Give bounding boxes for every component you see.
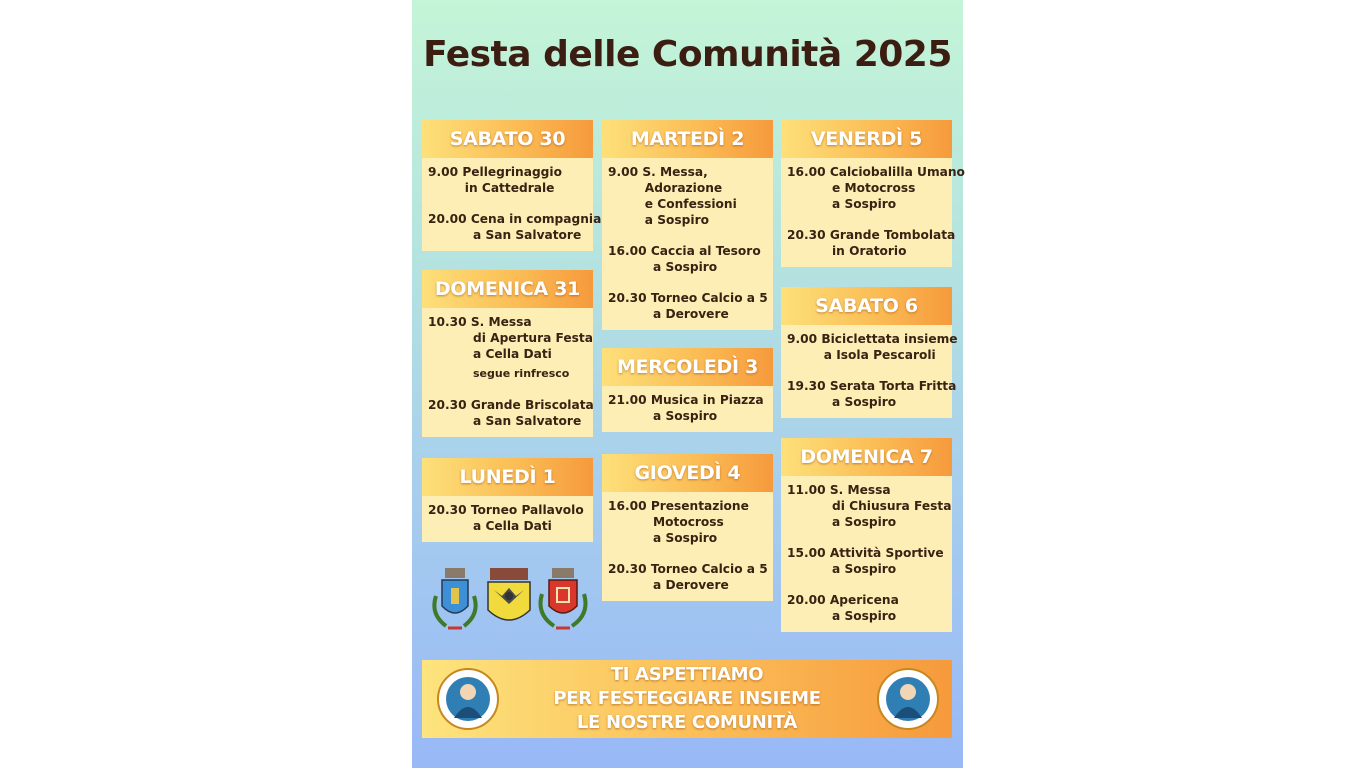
event-first-line xyxy=(428,397,594,413)
coat-of-arms-left-icon xyxy=(428,566,482,632)
event-item xyxy=(428,397,594,429)
closing-banner xyxy=(422,660,952,738)
day-events xyxy=(602,492,773,601)
event-title: Attività Sportive xyxy=(829,546,944,560)
event-item xyxy=(608,290,769,322)
day-events xyxy=(422,158,602,251)
event-item xyxy=(428,211,602,243)
madre-nostra-logo-right-icon xyxy=(876,666,940,732)
event-first-line xyxy=(787,482,948,498)
day-events xyxy=(602,386,773,432)
event-title: Torneo Pallavolo xyxy=(470,503,584,517)
event-first-line xyxy=(428,502,589,518)
event-first-line xyxy=(787,331,958,347)
event-detail: a Sospiro xyxy=(832,609,897,623)
event-time: 10.30 xyxy=(428,315,467,329)
banner-line-2: PER FESTEGGIARE INSIEME xyxy=(553,688,821,709)
event-detail: a Sospiro xyxy=(832,395,897,409)
event-detail: a Derovere xyxy=(653,307,729,321)
day-card xyxy=(781,438,952,632)
event-detail: a Cella Dati xyxy=(473,519,552,533)
event-first-line xyxy=(787,164,965,180)
page-title: Festa delle Comunità 2025 xyxy=(423,34,952,75)
event-title: Serata Torta Fritta xyxy=(829,379,957,393)
day-header: MARTEDÌ 2 xyxy=(602,120,773,158)
event-item xyxy=(608,164,769,228)
event-detail: a Sospiro xyxy=(832,515,897,529)
day-header: LUNEDÌ 1 xyxy=(422,458,593,496)
event-detail: Adorazione xyxy=(644,181,723,195)
day-events xyxy=(422,496,593,542)
event-first-line xyxy=(428,211,602,227)
event-time: 20.00 xyxy=(787,593,826,607)
event-item xyxy=(608,392,769,424)
event-title: Calciobalilla Umano xyxy=(829,165,965,179)
event-detail: a San Salvatore xyxy=(473,228,582,242)
event-first-line xyxy=(608,392,769,408)
event-time: 9.00 xyxy=(787,332,818,346)
event-first-line xyxy=(608,243,769,259)
event-time: 16.00 xyxy=(787,165,826,179)
event-title: Grande Tombolata xyxy=(829,228,956,242)
day-events xyxy=(781,325,958,418)
day-events xyxy=(781,476,952,632)
event-detail: a Sospiro xyxy=(653,531,718,545)
event-detail: in Oratorio xyxy=(832,244,907,258)
event-time: 20.30 xyxy=(428,398,467,412)
day-card xyxy=(602,120,773,330)
event-item xyxy=(787,592,948,624)
event-time: 11.00 xyxy=(787,483,826,497)
event-item xyxy=(428,314,593,382)
day-header: SABATO 6 xyxy=(781,287,952,325)
event-time: 19.30 xyxy=(787,379,826,393)
day-card xyxy=(422,458,593,542)
event-first-line xyxy=(787,545,948,561)
day-header: GIOVEDÌ 4 xyxy=(602,454,773,492)
event-time: 16.00 xyxy=(608,499,647,513)
day-header: DOMENICA 31 xyxy=(422,270,593,308)
event-title: Apericena xyxy=(829,593,899,607)
banner-line-3: LE NOSTRE COMUNITÀ xyxy=(576,712,798,733)
day-header: VENERDÌ 5 xyxy=(781,120,952,158)
event-detail: a Sospiro xyxy=(644,213,709,227)
event-first-line xyxy=(787,592,948,608)
event-first-line xyxy=(608,290,769,306)
event-title: Caccia al Tesoro xyxy=(650,244,761,258)
event-item xyxy=(428,164,589,196)
event-title: Torneo Calcio a 5 xyxy=(650,562,768,576)
event-title: Biciclettata insieme xyxy=(821,332,958,346)
event-first-line xyxy=(608,498,769,514)
event-item xyxy=(787,545,948,577)
day-card xyxy=(422,120,602,251)
event-detail: in Cattedrale xyxy=(464,181,555,195)
event-time: 15.00 xyxy=(787,546,826,560)
event-item xyxy=(608,561,769,593)
event-detail: di Chiusura Festa xyxy=(832,499,952,513)
day-card xyxy=(781,120,965,267)
event-first-line xyxy=(428,164,589,180)
event-item xyxy=(787,331,958,363)
day-card xyxy=(781,287,958,418)
event-title: S. Messa, xyxy=(642,165,708,179)
event-title: Musica in Piazza xyxy=(650,393,764,407)
event-note: segue rinfresco xyxy=(473,367,570,380)
event-item xyxy=(787,227,956,259)
event-title: S. Messa xyxy=(829,483,891,497)
event-first-line xyxy=(608,561,769,577)
day-card xyxy=(422,270,593,437)
event-title: Pellegrinaggio xyxy=(462,165,562,179)
event-first-line xyxy=(608,164,769,180)
event-item xyxy=(428,502,589,534)
event-detail: di Apertura Festa xyxy=(473,331,593,345)
event-time: 20.30 xyxy=(608,562,647,576)
event-title: Cena in compagnia xyxy=(470,212,602,226)
poster xyxy=(412,0,963,768)
event-time: 20.30 xyxy=(428,503,467,517)
event-detail: a Sospiro xyxy=(653,409,718,423)
event-time: 20.00 xyxy=(428,212,467,226)
event-item xyxy=(787,378,957,410)
event-detail: a Derovere xyxy=(653,578,729,592)
event-title: Presentazione xyxy=(650,499,749,513)
event-first-line xyxy=(428,314,589,330)
event-detail: a Isola Pescaroli xyxy=(823,348,936,362)
event-time: 9.00 xyxy=(608,165,639,179)
event-item xyxy=(608,243,769,275)
event-detail: e Confessioni xyxy=(644,197,737,211)
event-detail: e Motocross xyxy=(832,181,916,195)
event-first-line xyxy=(787,227,956,243)
event-detail: a Sospiro xyxy=(832,197,897,211)
event-detail: a Cella Dati xyxy=(473,347,552,361)
event-detail: a Sospiro xyxy=(653,260,718,274)
event-time: 21.00 xyxy=(608,393,647,407)
day-header: DOMENICA 7 xyxy=(781,438,952,476)
event-detail: a San Salvatore xyxy=(473,414,582,428)
banner-line-1: TI ASPETTIAMO xyxy=(610,664,764,685)
event-item xyxy=(608,498,769,546)
event-item xyxy=(787,164,965,212)
day-card xyxy=(602,348,773,432)
day-events xyxy=(422,308,593,437)
day-card xyxy=(602,454,773,601)
event-first-line xyxy=(787,378,957,394)
event-time: 9.00 xyxy=(428,165,459,179)
event-title: Grande Briscolata xyxy=(470,398,594,412)
day-events xyxy=(602,158,773,330)
event-time: 20.30 xyxy=(787,228,826,242)
coat-of-arms-center-icon xyxy=(482,566,536,632)
day-header: MERCOLEDÌ 3 xyxy=(602,348,773,386)
event-time: 16.00 xyxy=(608,244,647,258)
event-title: S. Messa xyxy=(470,315,532,329)
coat-of-arms-right-icon xyxy=(536,566,590,632)
event-item xyxy=(787,482,952,530)
event-time: 20.30 xyxy=(608,291,647,305)
event-detail: a Sospiro xyxy=(832,562,897,576)
event-title: Torneo Calcio a 5 xyxy=(650,291,768,305)
day-events xyxy=(781,158,965,267)
event-detail: Motocross xyxy=(653,515,724,529)
day-header: SABATO 30 xyxy=(422,120,593,158)
